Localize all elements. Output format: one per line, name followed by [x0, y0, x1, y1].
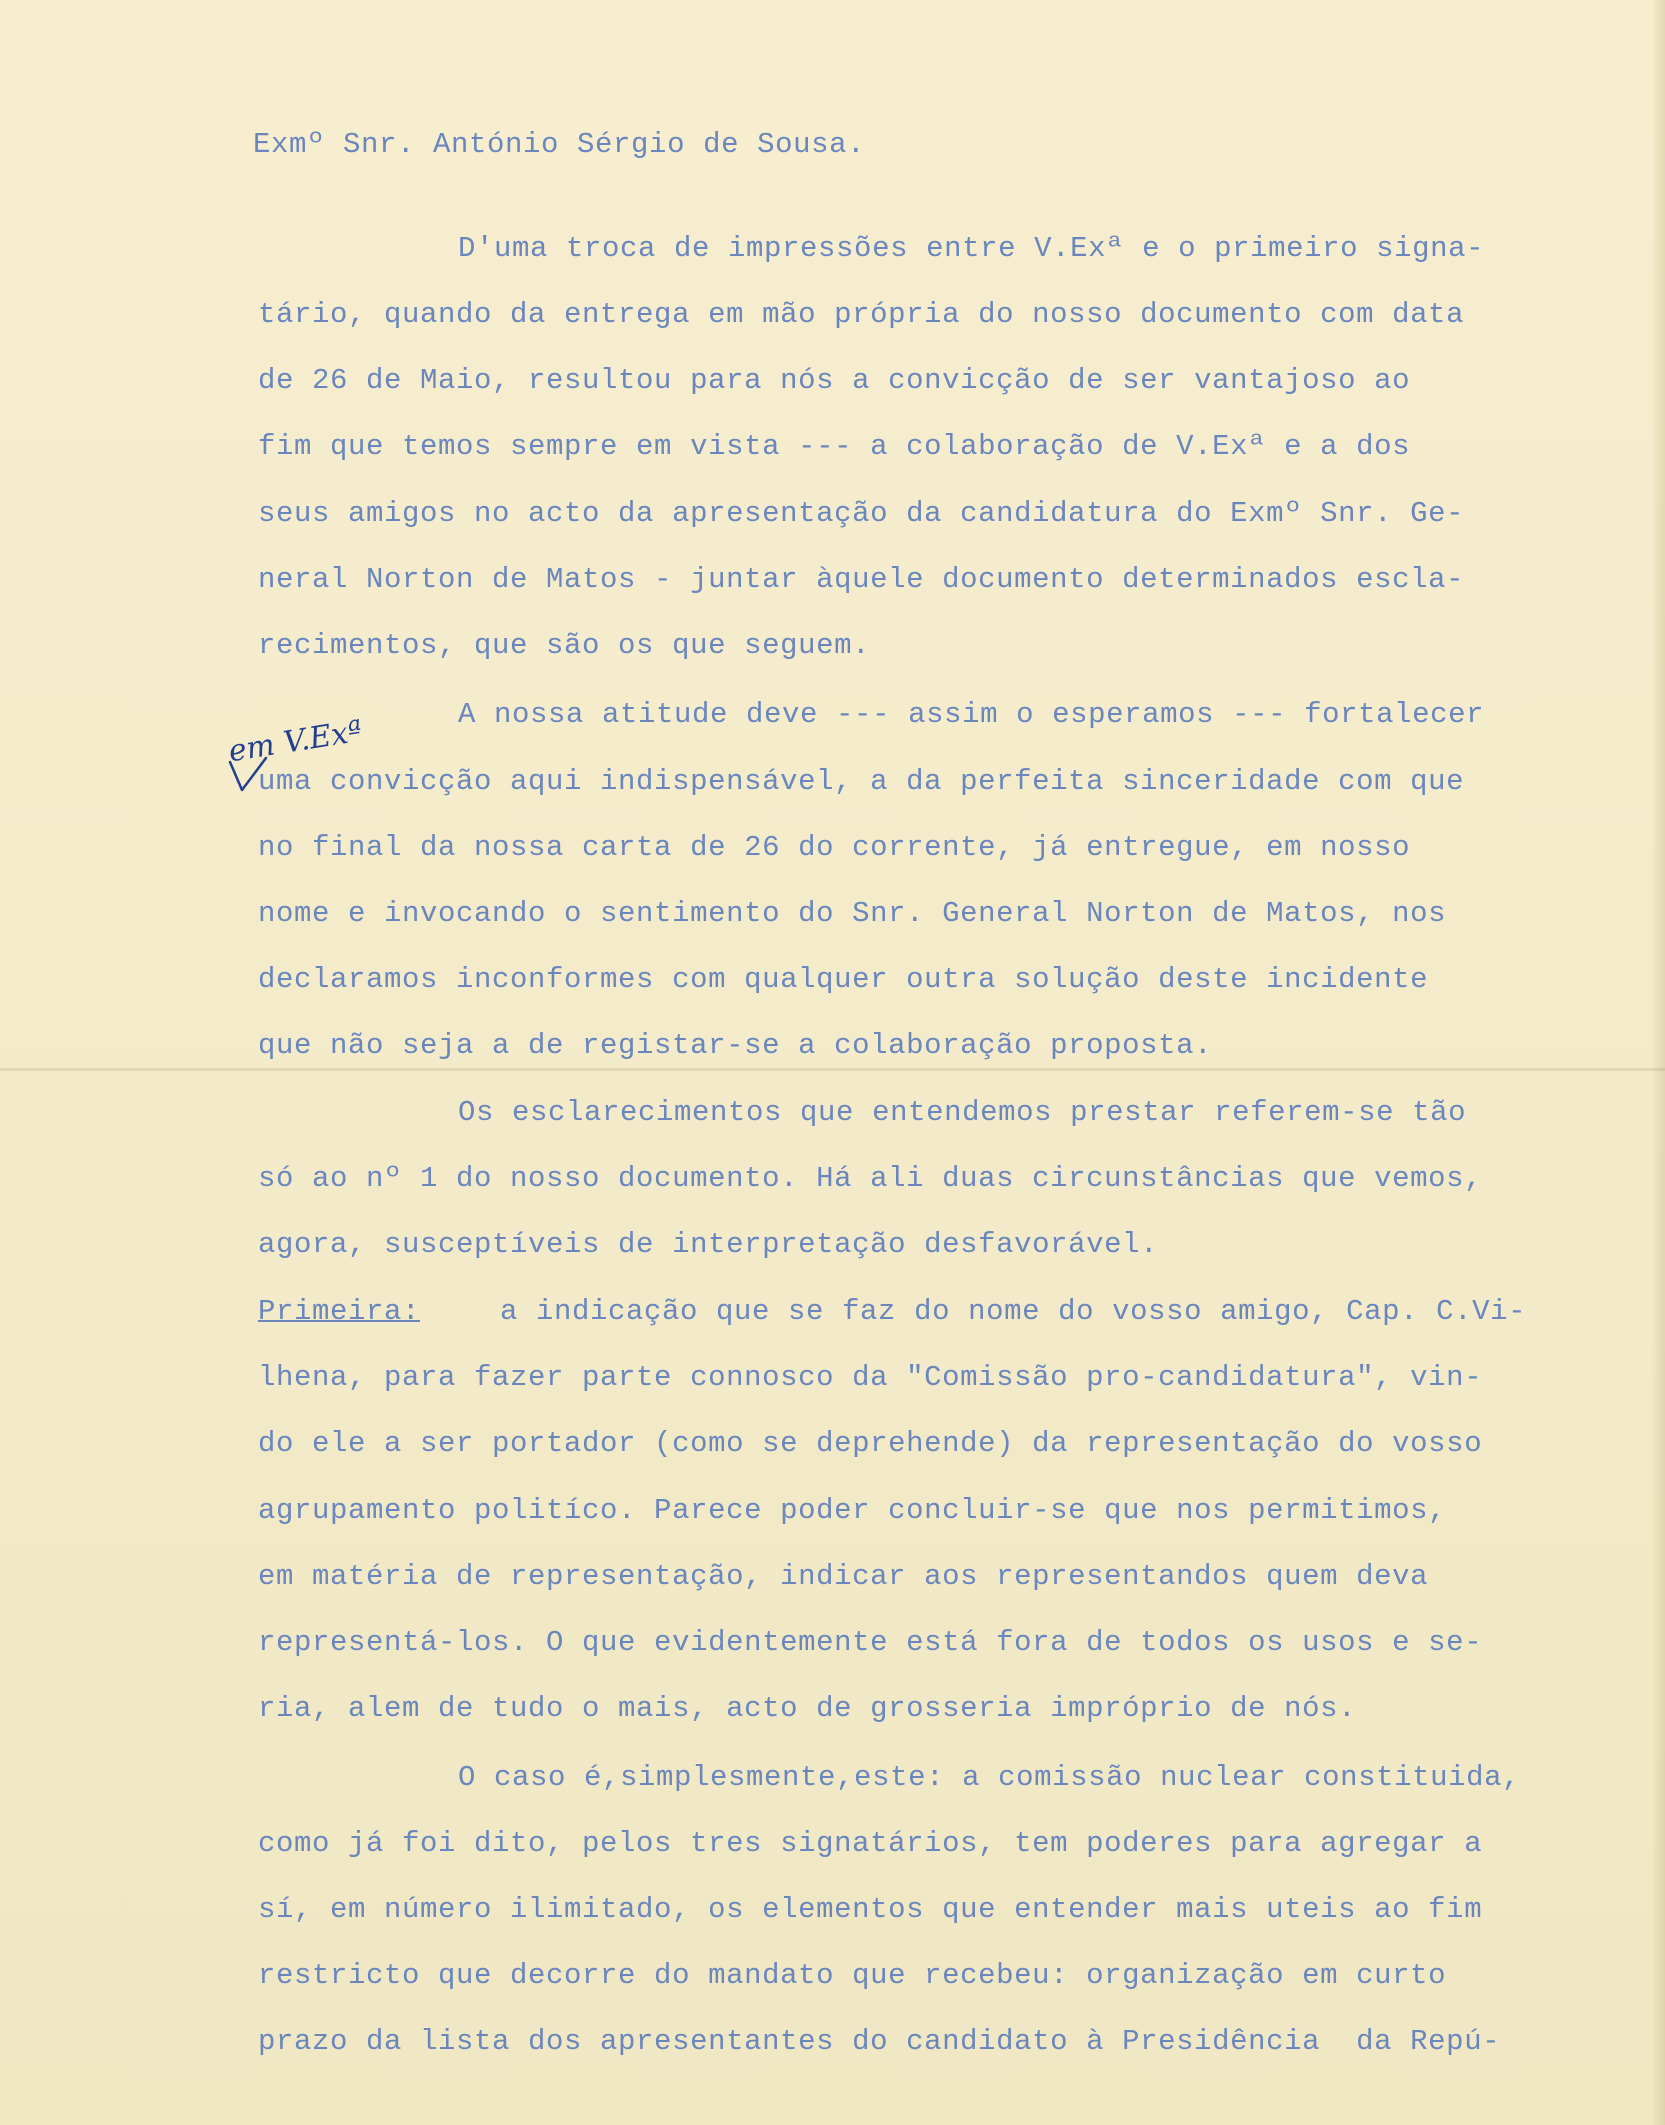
paragraph-line: neral Norton de Matos - juntar àquele documento determinados escla-: [258, 563, 1465, 596]
paragraph-line: sí, em número ilimitado, os elementos que entender mais uteis ao fim: [258, 1893, 1483, 1926]
paragraph-line: Os esclarecimentos que entendemos prestar referem-se tão: [458, 1096, 1467, 1129]
handwritten-caret-mark: [226, 756, 270, 796]
paragraph-line: tário, quando da entrega em mão própria do nosso documento com data: [258, 298, 1465, 331]
paragraph-line: fim que temos sempre em vista --- a colaboração de V.Exª e a dos: [258, 430, 1411, 463]
paragraph-line: lhena, para fazer parte connosco da "Comissão pro-candidatura", vin-: [258, 1361, 1483, 1394]
paragraph-line: no final da nossa carta de 26 do corrente, já entregue, em nosso: [258, 831, 1411, 864]
paragraph-line: só ao nº 1 do nosso documento. Há ali duas circunstâncias que vemos,: [258, 1162, 1483, 1195]
paragraph-line: O caso é,simplesmente,este: a comissão nuclear constituida,: [458, 1761, 1521, 1794]
handwritten-note: em V.Exª: [226, 713, 365, 770]
primeira-label: Primeira:: [258, 1295, 421, 1328]
salutation: Exmº Snr. António Sérgio de Sousa.: [253, 128, 866, 161]
paragraph-line: ria, alem de tudo o mais, acto de grosseria impróprio de nós.: [258, 1692, 1357, 1725]
paragraph-line: agora, susceptíveis de interpretação desfavorável.: [258, 1228, 1159, 1261]
paragraph-line: prazo da lista dos apresentantes do candidato à Presidência da Repú-: [258, 2025, 1501, 2058]
paragraph-line: representá-los. O que evidentemente está fora de todos os usos e se-: [258, 1626, 1483, 1659]
paragraph-line: agrupamento politíco. Parece poder concluir-se que nos permitimos,: [258, 1494, 1447, 1527]
paragraph-line: A nossa atitude deve --- assim o esperamos --- fortalecer: [458, 698, 1485, 731]
paragraph-line: declaramos inconformes com qualquer outra solução deste incidente: [258, 963, 1429, 996]
paragraph-line: seus amigos no acto da apresentação da candidatura do Exmº Snr. Ge-: [258, 497, 1465, 530]
paragraph-line: do ele a ser portador (como se deprehende) da representação do vosso: [258, 1427, 1483, 1460]
paragraph-line: que não seja a de registar-se a colaboração proposta.: [258, 1029, 1213, 1062]
paragraph-line: como já foi dito, pelos tres signatários, tem poderes para agregar a: [258, 1827, 1483, 1860]
paragraph-line: D'uma troca de impressões entre V.Exª e o primeiro signa-: [458, 232, 1485, 265]
paragraph-line: recimentos, que são os que seguem.: [258, 629, 871, 662]
paragraph-line: em matéria de representação, indicar aos representandos quem deva: [258, 1560, 1429, 1593]
paragraph-line: restricto que decorre do mandato que recebeu: organização em curto: [258, 1959, 1447, 1992]
paragraph-line: uma convicção aqui indispensável, a da perfeita sinceridade com que: [258, 765, 1465, 798]
paragraph-line: a indicação que se faz do nome do vosso amigo, Cap. C.Vi-: [500, 1295, 1527, 1328]
paragraph-line: de 26 de Maio, resultou para nós a convicção de ser vantajoso ao: [258, 364, 1411, 397]
paragraph-line: nome e invocando o sentimento do Snr. General Norton de Matos, nos: [258, 897, 1447, 930]
